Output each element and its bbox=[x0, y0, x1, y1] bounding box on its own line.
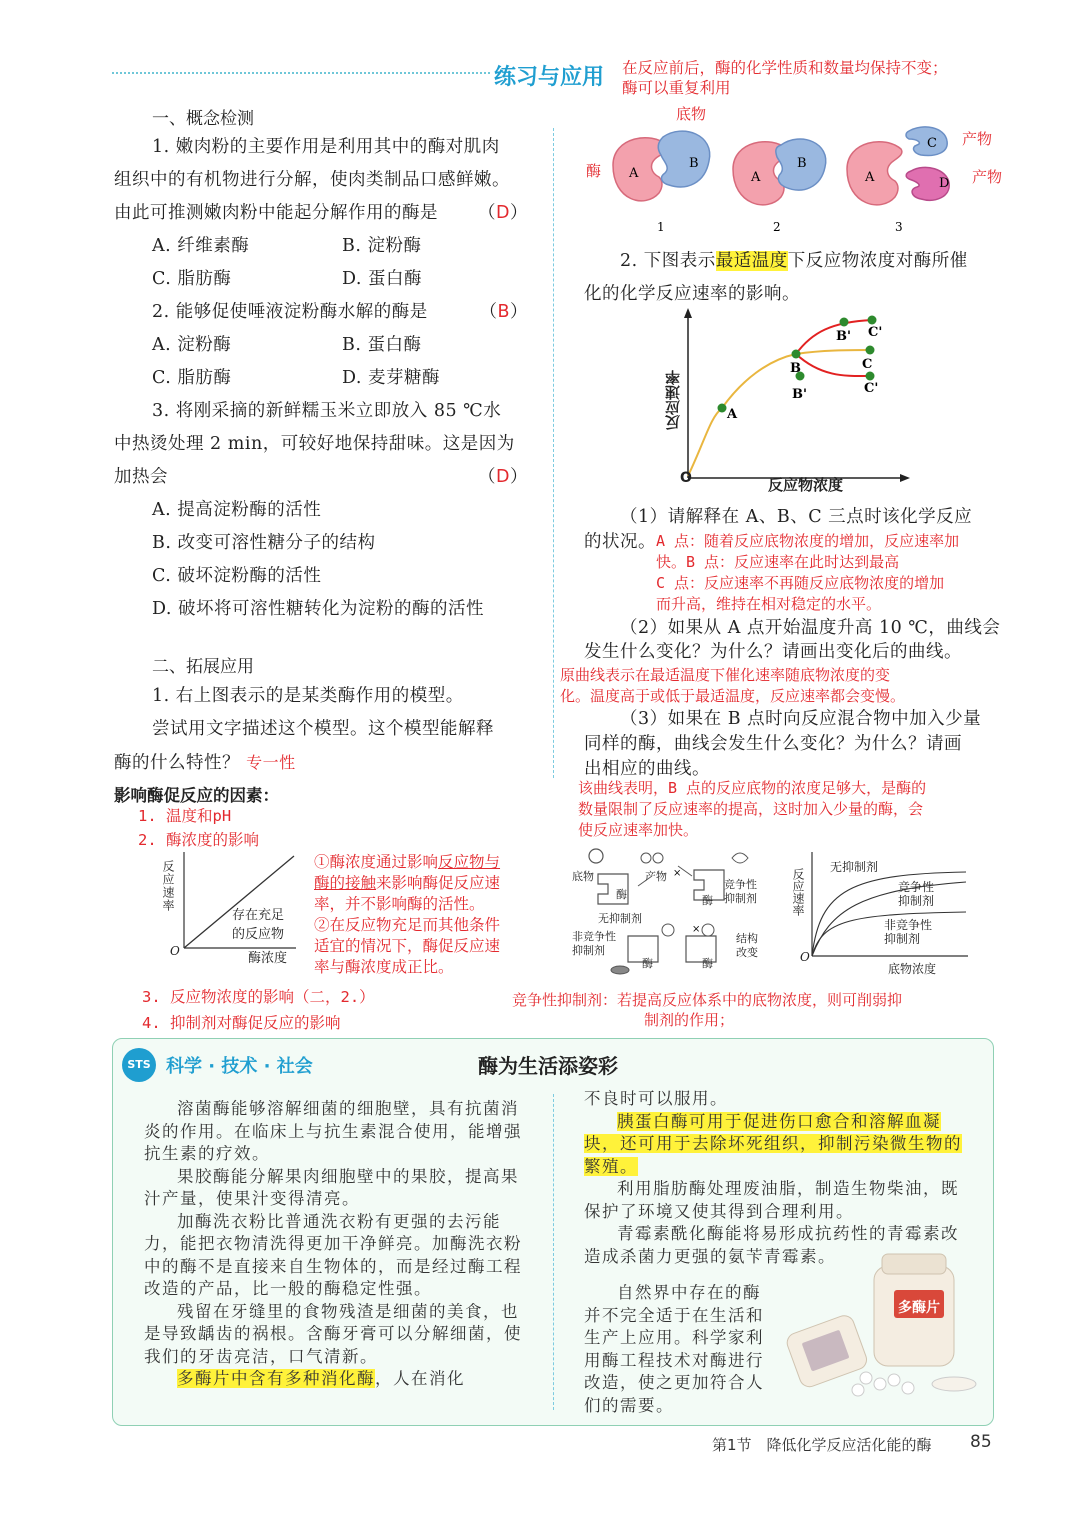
diagram-label-no-inhibitor: 无抑制剂 bbox=[598, 912, 642, 925]
sub2-answer bbox=[560, 665, 1040, 707]
q2-option-b: B. 蛋白酶 bbox=[342, 335, 422, 355]
diagram-substrate-circle bbox=[589, 849, 603, 863]
inhib-chart-origin: O bbox=[800, 950, 810, 964]
q3-paren-right: ） bbox=[510, 467, 528, 487]
sts-right-column bbox=[584, 1088, 966, 1268]
question-1 bbox=[114, 131, 534, 626]
enzyme-conc-origin: O bbox=[170, 944, 180, 958]
diagram-label-change: 改变 bbox=[736, 946, 758, 959]
sub-question-2 bbox=[584, 616, 1024, 664]
diagram-label-structure-change bbox=[736, 932, 758, 960]
q1-line1: 1. 嫩肉粉的主要作用是利用其中的酶对肌肉 bbox=[152, 137, 500, 157]
diagram-substrate-circle-2 bbox=[662, 924, 674, 936]
model3-label-d: D bbox=[939, 176, 950, 191]
q2-options-row2 bbox=[114, 362, 534, 395]
diagram-competitive-inhibitor-shape bbox=[732, 853, 748, 863]
model-label-product-1: 产物 bbox=[962, 130, 993, 148]
extension-question bbox=[114, 680, 544, 780]
model3-enzyme-a bbox=[847, 142, 902, 205]
diagram-competitive-inhibitor-2 bbox=[653, 853, 663, 863]
sub1-answer-line3: C 点：反应速率不再随反应底物浓度的增加 bbox=[656, 574, 945, 592]
rate-chart-ylabel: 反应速率 bbox=[664, 370, 682, 430]
q2-line1: 2. 能够促使唾液淀粉酶水解的酶是 bbox=[152, 302, 428, 322]
section1-heading: 一、概念检测 bbox=[152, 109, 254, 129]
diagram-blocked-x-2: × bbox=[692, 924, 701, 935]
pill-3 bbox=[888, 1374, 900, 1386]
factor-item-2: 2. 酶浓度的影响 bbox=[138, 831, 259, 849]
rq2-line1b: 下反应物浓度对酶所催 bbox=[787, 251, 968, 271]
sts-left-p5 bbox=[144, 1368, 524, 1391]
section2-heading: 二、拓展应用 bbox=[152, 657, 254, 677]
model1-substrate-b bbox=[658, 131, 710, 187]
sub1-answer-line1: A 点：随着反应底物浓度的增加，反应速率加 bbox=[656, 532, 960, 550]
note2-b: 适宜的情况下，酶促反应速 bbox=[314, 937, 501, 955]
model2-label-b: B bbox=[797, 156, 807, 171]
sub3-line1: （3）如果在 B 点时向反应混合物中加入少量 bbox=[620, 709, 982, 729]
ext-line2: 尝试用文字描述这个模型。这个模型能解释 bbox=[152, 719, 494, 739]
bottle-upright-cap bbox=[882, 1254, 946, 1274]
diagram-label-enzyme-2: 酶 bbox=[702, 894, 713, 907]
footer-section-title: 第1节 降低化学反应活化能的酶 bbox=[712, 1436, 932, 1454]
q3-option-a: A. 提高淀粉酶的活性 bbox=[152, 500, 322, 520]
right-question-2 bbox=[584, 245, 1004, 311]
q3-paren-left: （ bbox=[478, 467, 497, 487]
q1-options-row1 bbox=[114, 230, 534, 263]
pill-bottle-illustration bbox=[786, 1250, 986, 1400]
enzyme-conc-ylabel: 反应速率 bbox=[161, 860, 175, 912]
column-divider bbox=[553, 128, 554, 778]
diagram-blocked-x-1: × bbox=[673, 868, 682, 879]
pill-4 bbox=[902, 1382, 914, 1394]
label-point-b: B bbox=[790, 361, 801, 376]
q1-line3-wrap bbox=[114, 197, 534, 230]
model3-label-c: C bbox=[927, 136, 937, 151]
bottle-tipped bbox=[786, 1313, 869, 1390]
q1-option-a: A. 纤维素酶 bbox=[152, 236, 250, 256]
rate-chart-origin: O bbox=[680, 470, 692, 486]
ext-line1: 1. 右上图表示的是某类酶作用的模型。 bbox=[152, 686, 464, 706]
model1-number: 1 bbox=[657, 220, 665, 234]
rq2-highlight: 最适温度 bbox=[715, 251, 788, 271]
sts-left-column bbox=[144, 1098, 524, 1391]
sts-left-p4: 残留在牙缝里的食物残渣是细菌的美食，也是导致龋齿的祸根。含酶牙膏可以分解细菌，使我们的牙齿亮洁，口气清新。 bbox=[144, 1301, 522, 1366]
q3-answer-bracket bbox=[478, 461, 528, 494]
sts-logo: STS bbox=[122, 1048, 156, 1082]
sub3-answer bbox=[578, 778, 1038, 841]
q1-line3: 由此可推测嫩肉粉中能起分解作用的酶是 bbox=[114, 203, 438, 223]
diagram-competitive-inhibitor-1 bbox=[641, 853, 651, 863]
q3-option-d: D. 破坏将可溶性糖转化为淀粉的酶的活性 bbox=[152, 599, 485, 619]
reaction-rate-chart bbox=[672, 308, 912, 488]
diagram-label-competitive-1: 竞争性 bbox=[724, 878, 757, 891]
q2-paren-left: （ bbox=[479, 302, 498, 322]
q3-line1: 3. 将刚采摘的新鲜糯玉米立即放入 85 ℃水 bbox=[152, 401, 502, 421]
enzyme-concentration-notes bbox=[314, 852, 554, 978]
q3-option-c: C. 破坏淀粉酶的活性 bbox=[152, 566, 322, 586]
q1-option-c: C. 脂肪酶 bbox=[152, 269, 232, 289]
model-label-product-2: 产物 bbox=[972, 168, 1003, 186]
sub1-line2: 的状况。 bbox=[584, 532, 656, 552]
bottle-label-text: 多酶片 bbox=[898, 1300, 940, 1316]
inhib-legend-noncompetitive-1: 非竞争性 bbox=[884, 918, 933, 932]
label-point-c-down: C' bbox=[864, 381, 879, 396]
header-wave-line bbox=[112, 72, 490, 80]
enzyme-conc-label-line1: 存在充足 bbox=[232, 908, 285, 923]
sts-column-divider bbox=[553, 1094, 554, 1410]
inhibitor-rate-chart bbox=[800, 850, 970, 965]
model2-number: 2 bbox=[773, 220, 781, 234]
label-point-b-up: B' bbox=[836, 329, 851, 344]
sub3-answer-line2: 数量限制了反应速率的提高，这时加入少量的酶，会 bbox=[578, 800, 924, 818]
header-note-line2: 酶可以重复利用 bbox=[622, 79, 731, 97]
diagram-label-noncompetitive bbox=[572, 930, 616, 958]
diagram-label-enzyme-3: 酶 bbox=[642, 957, 653, 970]
note1-d: 来影响酶促反应速 bbox=[376, 874, 501, 892]
inhib-legend-competitive-2: 抑制剂 bbox=[898, 894, 935, 908]
q2-option-d: D. 麦芽糖酶 bbox=[342, 368, 441, 388]
page-number: 85 bbox=[970, 1432, 992, 1452]
note1-a: ①酶浓度通过影响 bbox=[314, 853, 439, 871]
pill-1 bbox=[860, 1372, 872, 1384]
inhib-chart-ylabel: 反应速率 bbox=[791, 868, 805, 916]
header-note bbox=[622, 58, 948, 98]
note1-c: 酶的接触 bbox=[314, 874, 377, 892]
inhib-legend-noncompetitive-2: 抑制剂 bbox=[884, 932, 921, 946]
q2-answer: B bbox=[497, 302, 510, 322]
q2-option-c: C. 脂肪酶 bbox=[152, 368, 232, 388]
curve-b-down bbox=[796, 354, 873, 376]
point-c bbox=[866, 346, 875, 355]
header-note-line1: 在反应前后，酶的化学性质和数量均保持不变； bbox=[622, 59, 948, 77]
bottle-lid bbox=[932, 1377, 976, 1391]
sub2-answer-line1: 原曲线表示在最适温度下催化速率随底物浓度的变 bbox=[560, 666, 891, 684]
diagram-label-noncompetitive-1: 非竞争性 bbox=[572, 930, 616, 943]
inhib-chart-xlabel: 底物浓度 bbox=[888, 962, 937, 976]
sub2-answer-line2: 化。温度高于或低于最适温度，反应速率都会变慢。 bbox=[560, 687, 906, 705]
q2-options-row1 bbox=[114, 329, 534, 362]
note1-line2 bbox=[314, 873, 554, 894]
competitive-note bbox=[512, 990, 1027, 1030]
factor-item-1: 1. 温度和pH bbox=[138, 807, 232, 825]
sub1-answer bbox=[656, 531, 1036, 615]
diagram-label-noncompetitive-2: 抑制剂 bbox=[572, 944, 605, 957]
inhib-legend-no-inhibitor: 无抑制剂 bbox=[830, 860, 879, 874]
sts-right-p2: 利用脂肪酶处理废油脂，制造生物柴油，既保护了环境又使其得到合理利用。 bbox=[584, 1179, 959, 1221]
point-b-up bbox=[840, 318, 849, 327]
diagram-label-structure: 结构 bbox=[736, 932, 758, 945]
rq2-line1 bbox=[584, 245, 1004, 278]
sub3-line3: 出相应的曲线。 bbox=[584, 759, 710, 779]
sub3-line2: 同样的酶，曲线会发生什么变化？为什么？请画 bbox=[584, 734, 962, 754]
sts-left-p3: 加酶洗衣粉比普通洗衣粉有更强的去污能力，能把衣物清洗得更加干净鲜亮。加酶洗衣粉中的酶不是直接来自生物体的，而是经过酶工程改造的产品，比一般的酶稳定性强。 bbox=[144, 1211, 522, 1298]
model-label-enzyme: 酶 bbox=[586, 162, 602, 180]
inhib-legend-competitive-1: 竞争性 bbox=[898, 880, 935, 894]
curve-optimal bbox=[688, 350, 873, 476]
q1-answer: D bbox=[496, 203, 510, 223]
q3-line3: 加热会 bbox=[114, 467, 168, 487]
model3-number: 3 bbox=[895, 220, 903, 234]
pill-5 bbox=[852, 1384, 864, 1396]
inhib-legend-noncompetitive bbox=[884, 918, 932, 946]
q1-line2: 组织中的有机物进行分解，使肉类制品口感鲜嫩。 bbox=[114, 170, 510, 190]
point-b bbox=[792, 350, 801, 359]
sts-right-p1 bbox=[584, 1111, 966, 1179]
q3-option-b: B. 改变可溶性糖分子的结构 bbox=[152, 533, 376, 553]
q1-paren-right: ） bbox=[510, 203, 528, 223]
sub1-answer-line4: 而升高，维持在相对稳定的水平。 bbox=[656, 595, 882, 613]
model3-label-a: A bbox=[865, 170, 875, 185]
q3-line3-wrap bbox=[114, 461, 534, 494]
q2-answer-bracket bbox=[479, 296, 528, 329]
sub2-line2: 发生什么变化？为什么？请画出变化后的曲线。 bbox=[584, 642, 962, 662]
sub-question-3 bbox=[584, 707, 1024, 782]
diagram-substrate-circle-3 bbox=[702, 924, 714, 936]
model1-label-b: B bbox=[689, 156, 699, 171]
point-c-up bbox=[868, 316, 877, 325]
inhib-legend-competitive bbox=[898, 880, 934, 908]
model1-label-a: A bbox=[629, 166, 639, 181]
diagram-label-product: 产物 bbox=[645, 870, 667, 883]
label-point-c-up: C' bbox=[868, 325, 883, 340]
sub3-answer-line1: 该曲线表明，B 点的反应底物的浓度足够大，是酶的 bbox=[578, 779, 927, 797]
sub1-answer-line2: 快。B 点：反应速率在此时达到最高 bbox=[656, 553, 900, 571]
enzyme-conc-xlabel: 酶浓度 bbox=[248, 951, 288, 966]
q2-paren-right: ） bbox=[510, 302, 528, 322]
ext-line3-wrap bbox=[114, 746, 544, 780]
pill-2 bbox=[874, 1378, 886, 1390]
model2-label-a: A bbox=[751, 170, 761, 185]
sts-left-p5-highlight: 多酶片中含有多种消化酶 bbox=[177, 1369, 375, 1388]
enzyme-conc-label-line2: 的反应物 bbox=[232, 927, 285, 942]
diagram-label-competitive-2: 抑制剂 bbox=[724, 892, 757, 905]
enzyme-conc-label bbox=[232, 906, 284, 944]
sts-label: 科学 · 技术 · 社会 bbox=[166, 1056, 313, 1077]
factors-heading: 影响酶促反应的因素： bbox=[114, 786, 279, 805]
diagram-label-enzyme-4: 酶 bbox=[702, 957, 713, 970]
sts-left-p1: 溶菌酶能够溶解细菌的细胞壁，具有抗菌消炎的作用。在临床上与抗生素混合使用，能增强抗生素的疗效。 bbox=[144, 1099, 522, 1163]
competitive-line1: 竞争性抑制剂：若提高反应体系中的底物浓度，则可削弱抑 bbox=[512, 991, 903, 1009]
label-point-c: C bbox=[862, 357, 873, 372]
page-title: 练习与应用 bbox=[494, 65, 605, 90]
enzyme-substrate-model bbox=[605, 125, 965, 235]
diagram-noncompetitive-inhibitor bbox=[611, 966, 629, 974]
sts-right-p1-highlight: 胰蛋白酶可用于促进伤口愈合和溶解血凝块，还可用于去除坏死组织，抑制污染微生物的繁殖。 bbox=[584, 1111, 962, 1176]
sub2-line1: （2）如果从 A 点开始温度升高 10 ℃，曲线会 bbox=[620, 618, 1001, 638]
rate-chart-xlabel: 反应物浓度 bbox=[768, 476, 844, 494]
label-point-a: A bbox=[727, 407, 738, 422]
note2-a: ②在反应物充足而其他条件 bbox=[314, 916, 501, 934]
label-point-b-down: B' bbox=[792, 387, 807, 402]
factor-item-3: 3. 反应物浓度的影响（二，2.） bbox=[142, 988, 375, 1006]
q1-options-row2 bbox=[114, 263, 534, 296]
sts-right-p3: 青霉素酰化酶能将易形成抗药性的青霉素改造成杀菌力更强的氨苄青霉素。 bbox=[584, 1224, 959, 1266]
note1-e: 率，并不影响酶的活性。 bbox=[314, 895, 485, 913]
diagram-label-competitive bbox=[724, 878, 757, 906]
rate-chart-x-arrow bbox=[900, 474, 910, 482]
q3-line2: 中热烫处理 2 min，可较好地保持甜味。这是因为 bbox=[114, 434, 515, 454]
competitive-line2: 制剂的作用； bbox=[644, 1011, 735, 1029]
sts-title: 酶为生活添姿彩 bbox=[478, 1054, 618, 1078]
q2-line1-wrap bbox=[114, 296, 534, 329]
sts-left-p5-rest: ，人在消化 bbox=[375, 1369, 465, 1388]
q2-option-a: A. 淀粉酶 bbox=[152, 335, 232, 355]
rate-chart-y-arrow bbox=[684, 308, 692, 318]
sub1-line1: （1）请解释在 A、B、C 三点时该化学反应 bbox=[620, 507, 973, 527]
factor-item-4: 4. 抑制剂对酶促反应的影响 bbox=[142, 1014, 341, 1032]
note1-line1 bbox=[314, 852, 554, 873]
q1-option-b: B. 淀粉酶 bbox=[342, 236, 422, 256]
q3-answer: D bbox=[496, 467, 510, 487]
q1-answer-bracket bbox=[478, 197, 528, 230]
diagram-label-substrate: 底物 bbox=[572, 870, 594, 883]
note2-c: 率与酶浓度成正比。 bbox=[314, 958, 454, 976]
sts-right-p4: 自然界中存在的酶并不完全适于在生活和生产上应用。科学家利用酶工程技术对酶进行改造，使之更加符合人们的需要。 bbox=[584, 1283, 764, 1415]
rq2-line2: 化的化学反应速率的影响。 bbox=[584, 284, 800, 304]
note1-b: 反应物与 bbox=[438, 853, 501, 871]
q1-paren-left: （ bbox=[478, 203, 497, 223]
ext-answer: 专一性 bbox=[246, 753, 296, 772]
ext-line3: 酶的什么特性？ bbox=[114, 753, 240, 773]
model-label-substrate: 底物 bbox=[676, 105, 707, 123]
point-c-down bbox=[866, 372, 875, 381]
curve-b-up bbox=[796, 320, 872, 354]
sts-right-p0: 不良时可以服用。 bbox=[584, 1089, 728, 1108]
diagram-label-enzyme-1: 酶 bbox=[616, 888, 627, 901]
point-a bbox=[718, 404, 727, 413]
sub3-answer-line3: 使反应速率加快。 bbox=[578, 821, 699, 839]
rq2-line1a: 2. 下图表示 bbox=[620, 251, 716, 271]
q1-option-d: D. 蛋白酶 bbox=[342, 269, 423, 289]
sts-left-p2: 果胶酶能分解果肉细胞壁中的果胶，提高果汁产量，使果汁变得清亮。 bbox=[144, 1166, 519, 1208]
